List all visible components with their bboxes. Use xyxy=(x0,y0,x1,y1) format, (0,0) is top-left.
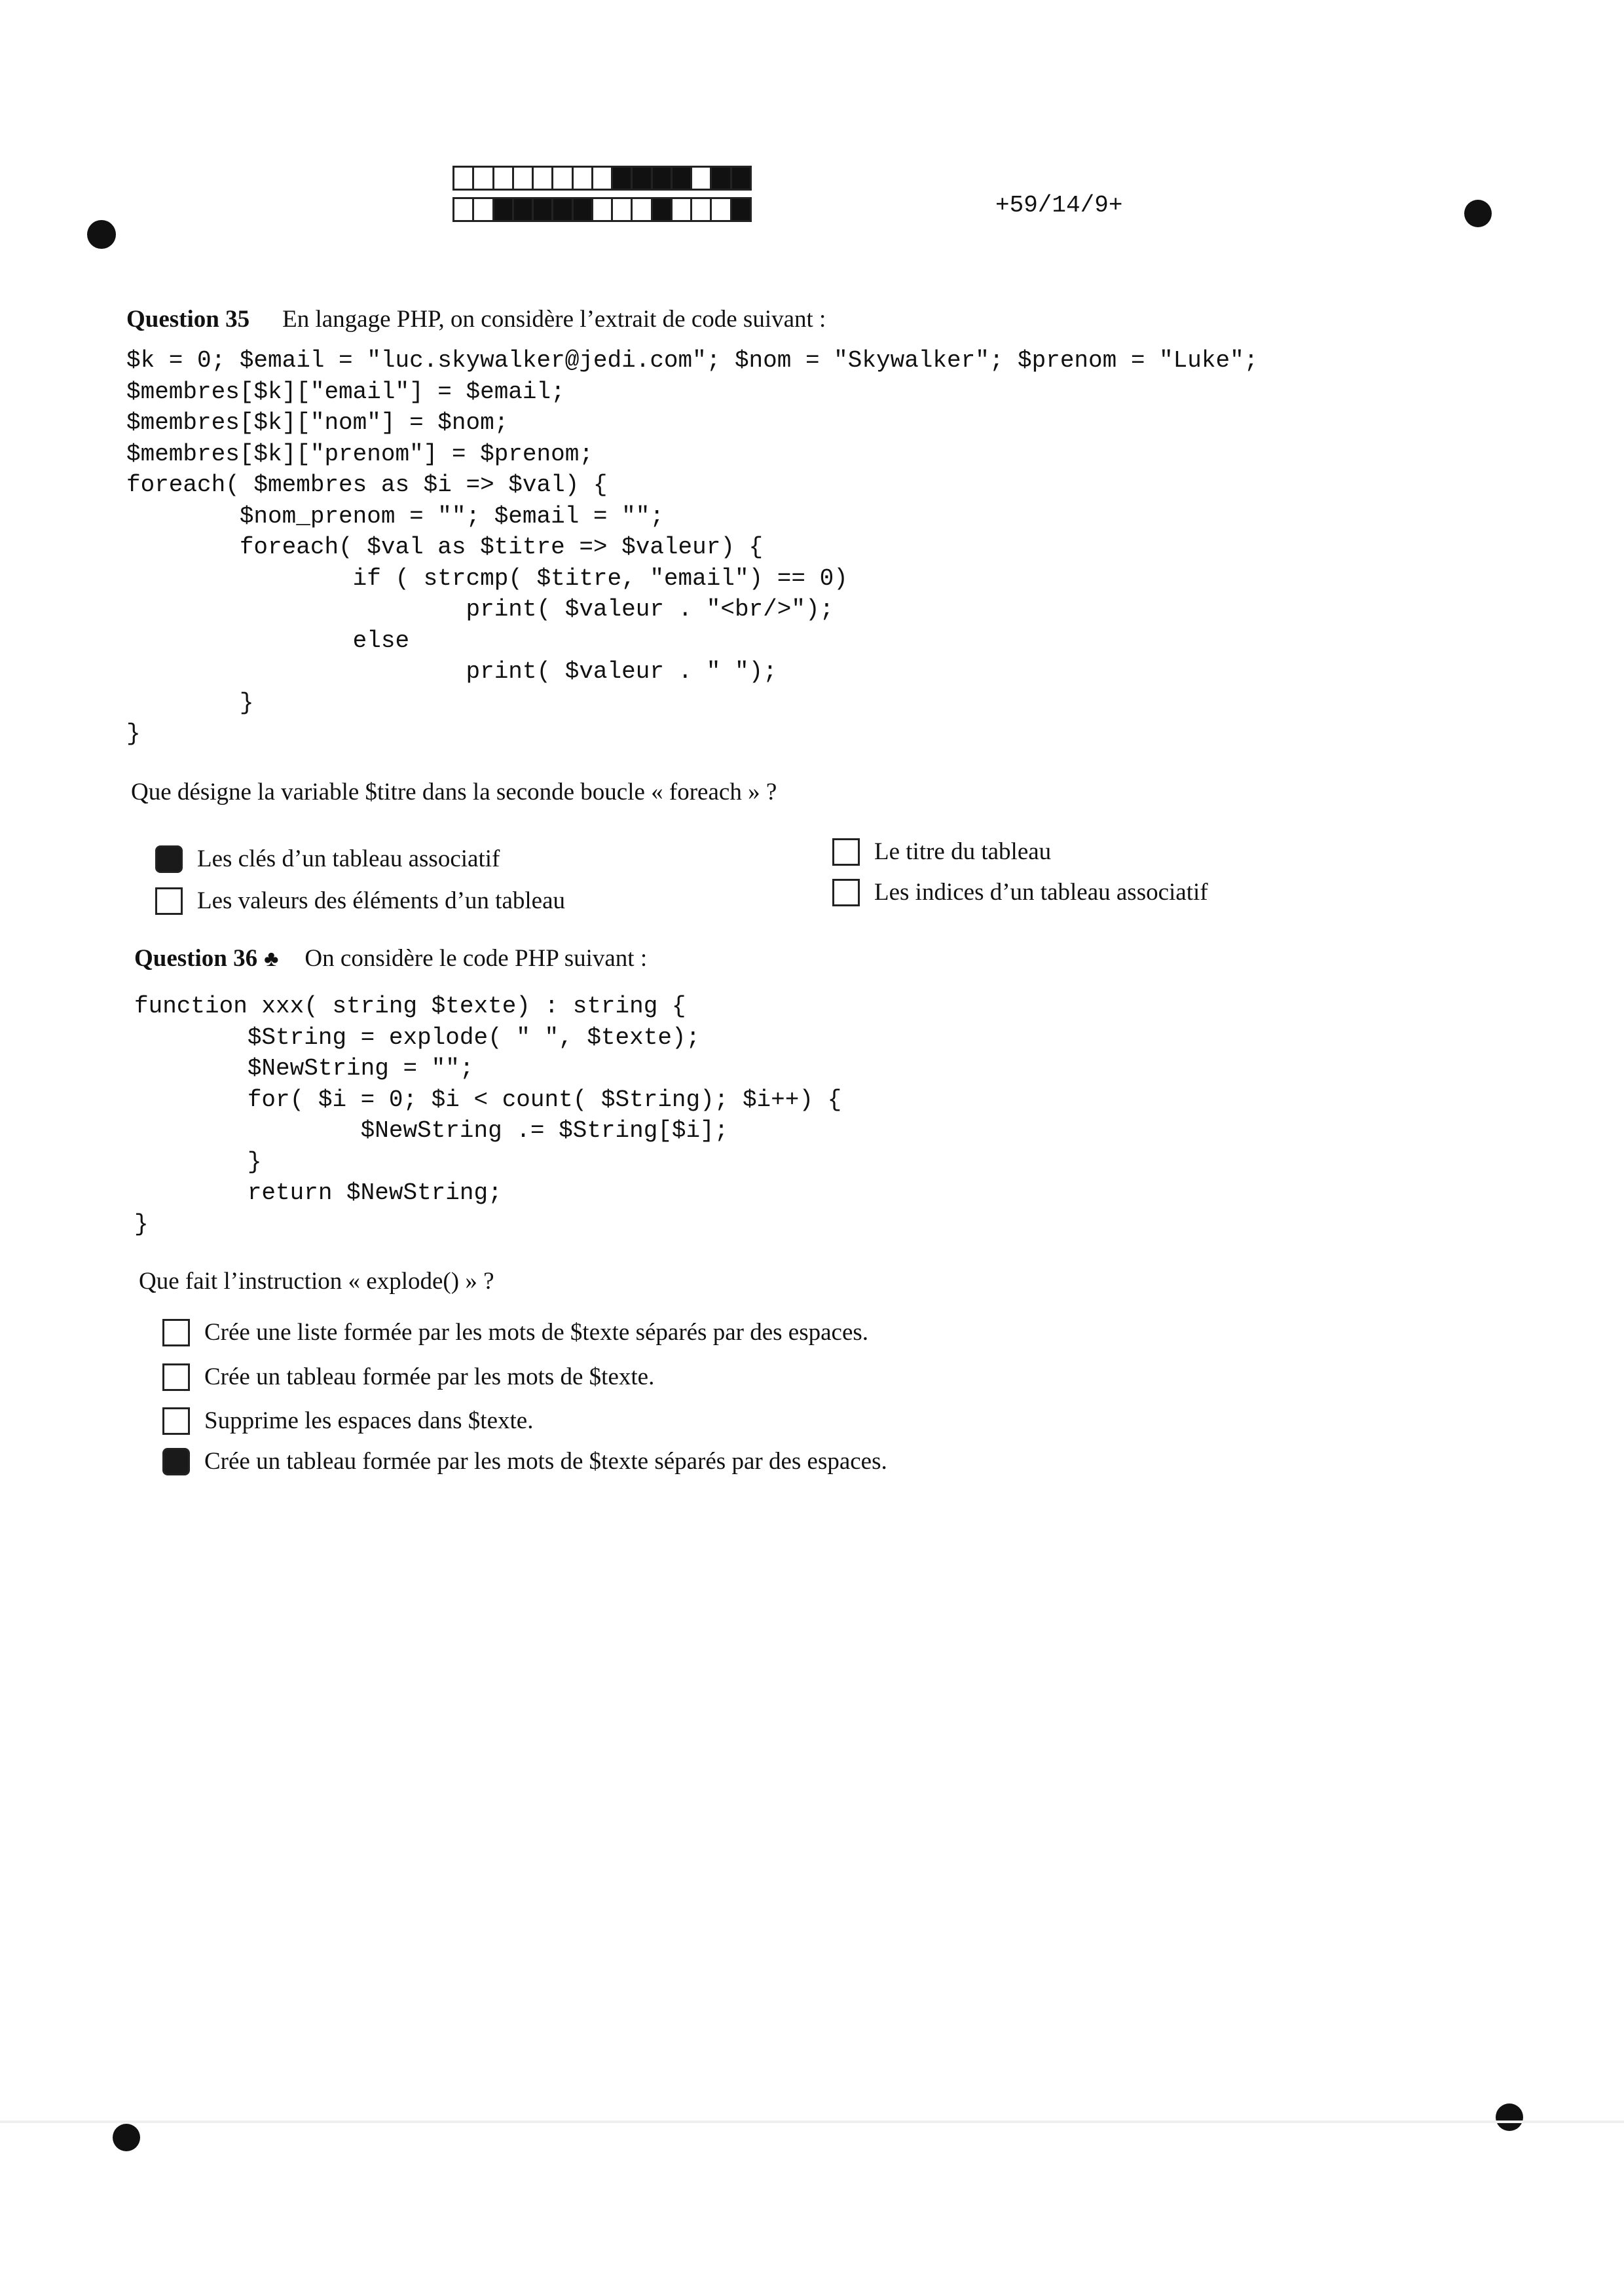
barcode-cell xyxy=(651,166,673,191)
registration-mark-top-right xyxy=(1464,200,1492,227)
barcode-cell xyxy=(551,166,573,191)
q36-option-1-checkbox[interactable] xyxy=(162,1319,190,1346)
question-35-intro: En langage PHP, on considère l’extrait de code suivant : xyxy=(282,306,826,333)
barcode-cell xyxy=(651,197,673,222)
barcode-cell xyxy=(611,166,633,191)
question-36-intro: On considère le code PHP suivant : xyxy=(304,945,648,972)
barcode-cell xyxy=(472,166,494,191)
question-35-title xyxy=(126,305,826,333)
barcode-cell xyxy=(730,166,752,191)
question-35-label: Question 35 xyxy=(126,306,250,333)
barcode-cell xyxy=(492,197,514,222)
barcode-cell xyxy=(671,197,692,222)
barcode-cell xyxy=(551,197,573,222)
q35-option-2-label: Les valeurs des éléments d’un tableau xyxy=(197,887,565,914)
q35-option-4-label: Les indices d’un tableau associatif xyxy=(874,879,1208,906)
scan-line xyxy=(0,2120,1624,2123)
barcode-cell xyxy=(611,197,633,222)
barcode-cell xyxy=(671,166,692,191)
barcode-cell xyxy=(512,166,534,191)
barcode-cell xyxy=(710,166,731,191)
q35-option-3-label: Le titre du tableau xyxy=(874,838,1052,865)
registration-mark-bottom-left xyxy=(113,2124,140,2151)
q35-option-2[interactable] xyxy=(155,887,565,915)
barcode-cell xyxy=(452,166,474,191)
registration-mark-bottom-right xyxy=(1496,2103,1523,2131)
question-35-code: $k = 0; $email = "luc.skywalker@jedi.com"; $nom = "Skywalker"; $prenom = "Luke"; $membres[$k]["email"] = $email; $membres[$k]["nom"] = $nom; $membres[$k]["prenom"] = $prenom; foreach( $membres as $i => $val) { $nom_prenom = ""; $email = ""; foreach( $val as $titre => $valeur) { if ( strcmp( $titre, "email") == 0) print( $valeur . "<br/>"); else print( $valeur . " "); } } xyxy=(126,347,1259,747)
q36-option-3-checkbox[interactable] xyxy=(162,1407,190,1435)
barcode-cell xyxy=(690,166,712,191)
barcode-cell xyxy=(710,197,731,222)
question-36-label: Question 36 xyxy=(134,945,258,972)
q36-option-2[interactable] xyxy=(162,1363,654,1391)
barcode-cell xyxy=(730,197,752,222)
barcode-cell xyxy=(452,197,474,222)
question-35-prompt: Que désigne la variable $titre dans la seconde boucle « foreach » ? xyxy=(131,779,777,805)
barcode-cell xyxy=(472,197,494,222)
barcode-row-1 xyxy=(454,166,752,191)
q36-option-4-checkbox[interactable] xyxy=(162,1448,190,1475)
q36-option-1-label: Crée une liste formée par les mots de $texte séparés par des espaces. xyxy=(204,1319,869,1346)
q35-option-1-label: Les clés d’un tableau associatif xyxy=(197,845,500,872)
q35-option-1-checkbox[interactable] xyxy=(155,845,183,873)
q36-option-2-label: Crée un tableau formée par les mots de $texte. xyxy=(204,1363,655,1390)
barcode-row-2 xyxy=(454,197,752,222)
barcode-cell xyxy=(631,197,652,222)
barcode-cell xyxy=(591,166,613,191)
barcode-cell xyxy=(631,166,652,191)
club-icon: ♣ xyxy=(264,947,279,971)
barcode-cell xyxy=(690,197,712,222)
barcode-cell xyxy=(512,197,534,222)
q36-option-4-label: Crée un tableau formée par les mots de $texte séparés par des espaces. xyxy=(204,1448,887,1475)
q35-option-3[interactable] xyxy=(832,838,1051,866)
barcode-cell xyxy=(572,197,593,222)
barcode-cell xyxy=(591,197,613,222)
q36-option-2-checkbox[interactable] xyxy=(162,1363,190,1391)
q35-option-4-checkbox[interactable] xyxy=(832,879,860,906)
q36-option-3-label: Supprime les espaces dans $texte. xyxy=(204,1407,534,1434)
barcode-cell xyxy=(572,166,593,191)
question-36-code: function xxx( string $texte) : string { $String = explode( " ", $texte); $NewString = ""; for( $i = 0; $i < count( $String); $i++) { $NewString .= $String[$i]; } return $NewString; } xyxy=(134,993,842,1238)
q36-option-4[interactable] xyxy=(162,1447,887,1475)
q35-option-4[interactable] xyxy=(832,878,1208,906)
barcode-cell xyxy=(532,166,553,191)
question-36-title xyxy=(134,944,647,972)
q35-option-2-checkbox[interactable] xyxy=(155,887,183,915)
registration-mark-top-left xyxy=(87,220,116,249)
q36-option-1[interactable] xyxy=(162,1318,868,1346)
barcode-cell xyxy=(492,166,514,191)
q35-option-1[interactable] xyxy=(155,845,500,873)
q35-option-3-checkbox[interactable] xyxy=(832,838,860,866)
barcode-cell xyxy=(532,197,553,222)
q36-option-3[interactable] xyxy=(162,1407,533,1435)
question-36-prompt: Que fait l’instruction « explode() » ? xyxy=(139,1268,494,1295)
page-code: +59/14/9+ xyxy=(995,192,1123,219)
